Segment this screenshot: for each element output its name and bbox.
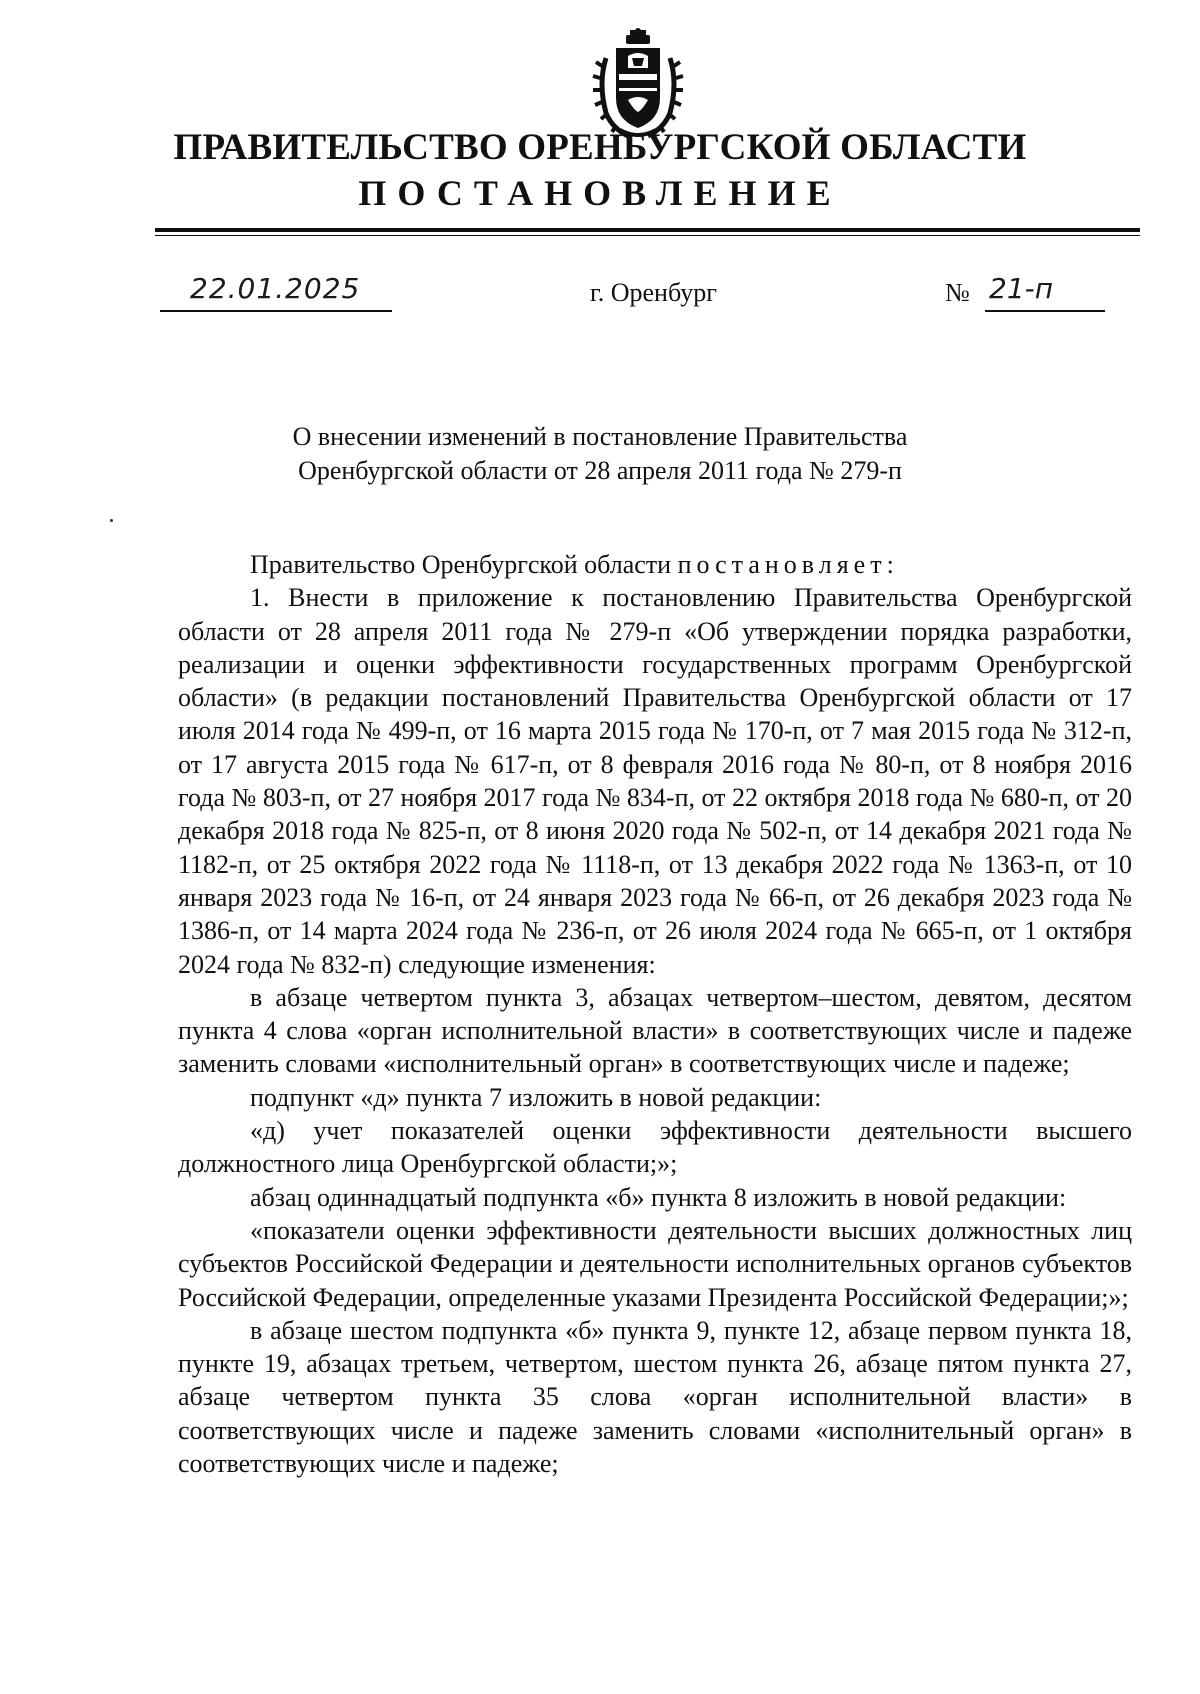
coat-of-arms-icon xyxy=(592,28,684,140)
subject-line-1: О внесении изменений в постановление Правительства xyxy=(292,422,908,451)
city-label: г. Оренбург xyxy=(590,278,717,307)
date-field xyxy=(160,272,392,312)
document-body xyxy=(178,548,1132,1480)
document-subject xyxy=(0,420,1200,488)
body-paragraph: «показатели оценки эффективности деятельности высших должностных лиц субъектов Российской Федерации и деятельности исполнительных органов субъектов Российской Федерации, определенные указами Президента Российской Федерации;»; xyxy=(178,1215,1132,1312)
body-paragraph: в абзаце четвертом пункта 3, абзацах четвертом–шестом, девятом, десятом пункта 4 слова «орган исполнительной власти» в соответствующих числе и падеже заменить словами «исполнительный орган» в соответствующих числе и падеже; xyxy=(178,982,1132,1079)
body-paragraph: «д) учет показателей оценки эффективности деятельности высшего должностного лица Оренбургской области;»; xyxy=(178,1116,1132,1179)
body-paragraph: подпункт «д» пункта 7 изложить в новой редакции: xyxy=(250,1082,822,1112)
preamble-verb: постановляет: xyxy=(677,550,899,579)
number-sign: № xyxy=(945,278,970,307)
document-type: ПОСТАНОВЛЕНИЕ xyxy=(358,173,842,213)
document-date: 22.01.2025 xyxy=(190,272,361,305)
organization-name: ПРАВИТЕЛЬСТВО ОРЕНБУРГСКОЙ ОБЛАСТИ xyxy=(173,127,1027,168)
preamble-text: Правительство Оренбургской области xyxy=(250,550,678,579)
preamble xyxy=(178,548,1132,581)
header-divider-thin xyxy=(155,235,1140,236)
number-underline xyxy=(985,310,1105,312)
date-underline xyxy=(160,310,392,312)
number-field xyxy=(945,272,1105,312)
document-number: 21-п xyxy=(989,272,1054,305)
body-paragraph: в абзаце шестом подпункта «б» пункта 9, пункте 12, абзаце первом пункта 18, пункте 19, абзацах третьем, четвертом, шестом пункта 26, абзаце пятом пункта 27, абзаце четвертом пункта 35 слова «орган исполнительной власти» в соответствующих числе и падеже заменить словами «исполнительный орган» в соответствующих числе и падеже; xyxy=(178,1315,1132,1479)
subject-line-2: Оренбургской области от 28 апреля 2011 года № 279-п xyxy=(298,456,902,485)
header-divider-thick xyxy=(155,228,1140,232)
body-paragraph: 1. Внести в приложение к постановлению Правительства Оренбургской области от 28 апреля 2011 года № 279-п «Об утверждении порядка разработки, реализации и оценки эффективности государственных программ Оренбургской области» (в редакции постановлений Правительства Оренбургской области от 17 июля 2014 года № 499-п, от 16 марта 2015 года № 170-п, от 7 мая 2015 года № 312-п, от 17 августа 2015 года № 617-п, от 8 февраля 2016 года № 80-п, от 8 ноября 2016 года № 803-п, от 27 ноября 2017 года № 834-п, от 22 октября 2018 года № 680-п, от 20 декабря 2018 года № 825-п, от 8 июня 2020 года № 502-п, от 14 декабря 2021 года № 1182-п, от 25 октября 2022 года № 1118-п, от 13 декабря 2022 года № 1363-п, от 10 января 2023 года № 16-п, от 24 января 2023 года № 66-п, от 26 декабря 2023 года № 1386-п, от 14 марта 2024 года № 236-п, от 26 июля 2024 года № 665-п, от 1 октября 2024 года № 832-п) следующие изменения: xyxy=(178,583,1132,979)
scan-speck xyxy=(110,519,113,522)
body-paragraph: абзац одиннадцатый подпункта «б» пункта 8 изложить в новой редакции: xyxy=(250,1182,1067,1212)
